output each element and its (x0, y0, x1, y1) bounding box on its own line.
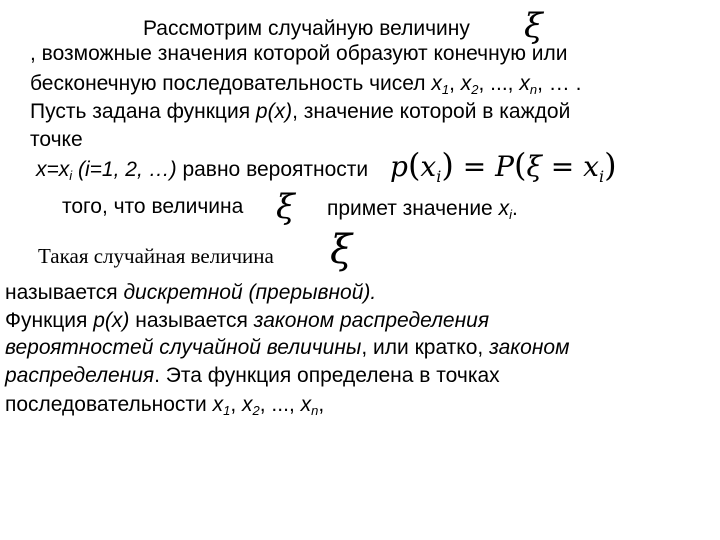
text-line-3: бесконечную последовательность чисел $x_1$, $x_2$, ..., $x_n$, … . (30, 72, 582, 97)
text-line-7a: того, что величина (62, 195, 244, 218)
xi-symbol-1: ξ (524, 6, 543, 46)
text-line-11: вероятностей случайной величины, или кратко, законом (5, 336, 570, 359)
xi-symbol-2: ξ (276, 187, 295, 227)
probability-formula: $p(x_i) = P(\xi = x_i)$ (390, 146, 617, 186)
xi-symbol-3: ξ (330, 227, 353, 273)
text-line-7b: примет значение $x_i$. (327, 197, 518, 222)
text-line-9: называется дискретной (прерывной). (5, 281, 377, 304)
text-line-12: распределения. Эта функция определена в точках (5, 364, 500, 387)
text-line-4: Пусть задана функция p(x), значение которой в каждой (30, 100, 571, 123)
text-line-13: последовательности $x_1$, $x_2$, ..., $x_n$, (5, 393, 325, 418)
text-line-2: , возможные значения которой образуют конечную или (30, 42, 568, 65)
text-line-10: Функция p(x) называется законом распределения (5, 309, 490, 332)
text-line-5: точке (30, 128, 83, 151)
text-line-8: Такая случайная величина (38, 244, 274, 268)
text-line-6: $x=x_i$ (i=1, 2, …) равно вероятности (36, 158, 369, 183)
text-line-1: Рассмотрим случайную величину (143, 17, 470, 40)
